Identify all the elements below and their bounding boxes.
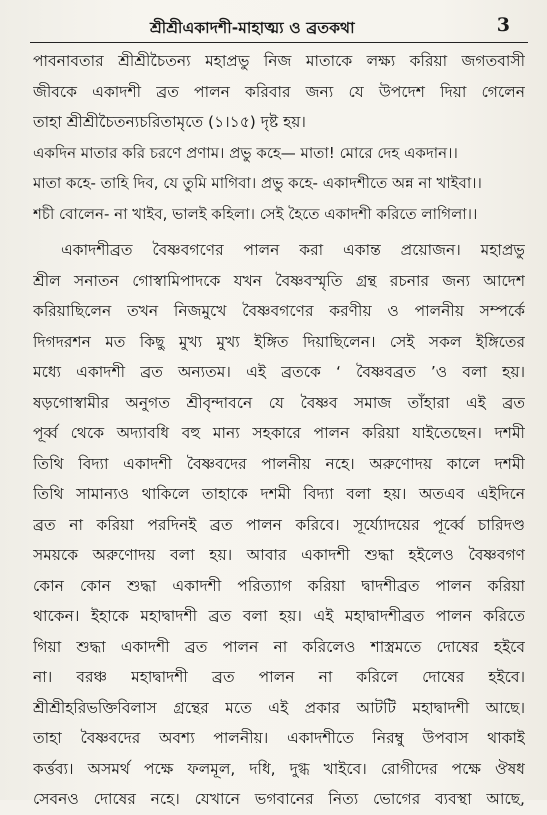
text-line: তিথি সামান্যও থাকিলে তাহাকে দশমী বিদ্যা বলা হয়। অতএব এইদিনে <box>33 485 525 503</box>
text-line: দিগদরশন মত কিছু মুখ্য মুখ্য ইঙ্গিত দিয়াছিলেন। সেই সকল ইঙ্গিতের <box>33 332 525 351</box>
text-line: থাকেন। ইহাকে মহাদ্বাদশী ব্রত বলা হয়। এই মহাদ্বাদশীব্রত পালন করিতে <box>33 607 525 625</box>
text-line: তাহা বৈষ্ণবদের অবশ্য পালনীয়। একাদশীতে নিরম্বু উপবাস থাকাই <box>33 729 525 747</box>
text-line: শ্রীশ্রীহরিভক্তিবিলাস গ্রন্থের মতে এই প্রকার আটটি মহাদ্বাদশী আছে। <box>33 698 525 717</box>
text-line: সময়কে অরুণোদয় বলা হয়। আবার একাদশী শুদ্ধা হইলেও বৈষ্ণবগণ <box>33 546 525 564</box>
verse-line: শচী বোলেন- না খাইব, ভালই কহিলা। সেই হৈতে একাদশী করিতে লাগিলা।। <box>33 204 478 223</box>
text-line: ষড়গোস্বামীর অনুগত শ্রীবৃন্দাবনে যে বৈষ্ণব সমাজ তাঁহারা এই ব্রত <box>33 393 525 412</box>
verse-line: একদিন মাতার করি চরণে প্রণাম। প্রভু কহে— মাতা! মোরে দেহ একদান।। <box>33 143 458 162</box>
page-number: 3 <box>496 14 510 36</box>
page-header <box>30 12 528 40</box>
text-line: তাহা শ্রীশ্রীচৈতন্যচরিতামৃতে (১।১৫) দৃষ্ট হয়। <box>33 113 306 131</box>
text-line: জীবকে একাদশী ব্রত পালন করিবার জন্য যে উপদেশ দিয়া গেলেন <box>33 82 525 101</box>
text-line: সেবনও দোষের নহে। যেখানে ভগবানের নিত্য ভোগের ব্যবস্থা আছে, <box>33 790 525 808</box>
header-rule <box>30 42 528 43</box>
text-line: মধ্যে একাদশী ব্রত অন্যতম। এই ব্রতকে ‘ বৈষ্ণবব্রত ’ও বলা হয়। <box>33 363 525 381</box>
text-line: কর্ত্তব্য। অসমর্থ পক্ষে ফলমূল, দধি, দুগ্ধ খাইবে। রোগীদের পক্ষে ঔষধ <box>33 759 525 778</box>
verse-line: মাতা কহে- তাহি দিব, যে তুমি মাগিবা। প্রভু কহে- একাদশীতে অন্ন না খাইবা।। <box>33 174 482 192</box>
paragraph-first-line: একাদশীব্রত বৈষ্ণবগণের পালন করা একান্ত প্রয়োজন। মহাপ্রভু <box>61 241 525 259</box>
text-line: তিথি বিদ্যা একাদশী বৈষ্ণবদের পালনীয় নহে। অরুণোদয় কালে দশমী <box>33 454 525 473</box>
text-line: কোন কোন শুদ্ধা একাদশী পরিত্যাগ করিয়া দ্বাদশীব্রত পালন করিয়া <box>33 576 525 595</box>
text-line: না। বরঞ্চ মহাদ্বাদশী ব্রত পালন না করিলে দোষের হইবে। <box>33 668 525 686</box>
text-line: ব্রত না করিয়া পরদিনই ব্রত পালন করিবে। সূর্য্যোদয়ের পূর্ব্বে চারিদণ্ড <box>33 515 525 534</box>
running-title: শ্রীশ্রীএকাদশী-মাহাত্ম্য ও ব্রতকথা <box>150 19 355 37</box>
body-text <box>33 46 525 815</box>
text-line: গিয়া শুদ্ধা একাদশী ব্রত পালন না করিলেও শাস্ত্রমতে দোষের হইবে <box>33 637 525 656</box>
text-line: করিয়াছিলেন তখন নিজমুখে বৈষ্ণবগণের করণীয় ও পালনীয় সম্পর্কে <box>33 302 525 320</box>
text-line: পূর্ব্ব থেকে অদ্যাবধি বহু মান্য সহকারে পালন করিয়া যাইতেছেন। দশমী <box>33 424 525 442</box>
text-line: শ্রীল সনাতন গোস্বামিপাদকে যখন বৈষ্ণবস্মৃতি গ্রন্থ রচনার জন্য আদেশ <box>33 271 525 290</box>
text-line: পাবনাবতার শ্রীশ্রীচৈতন্য মহাপ্রভু নিজ মাতাকে লক্ষ্য করিয়া জগতবাসী <box>33 52 525 70</box>
